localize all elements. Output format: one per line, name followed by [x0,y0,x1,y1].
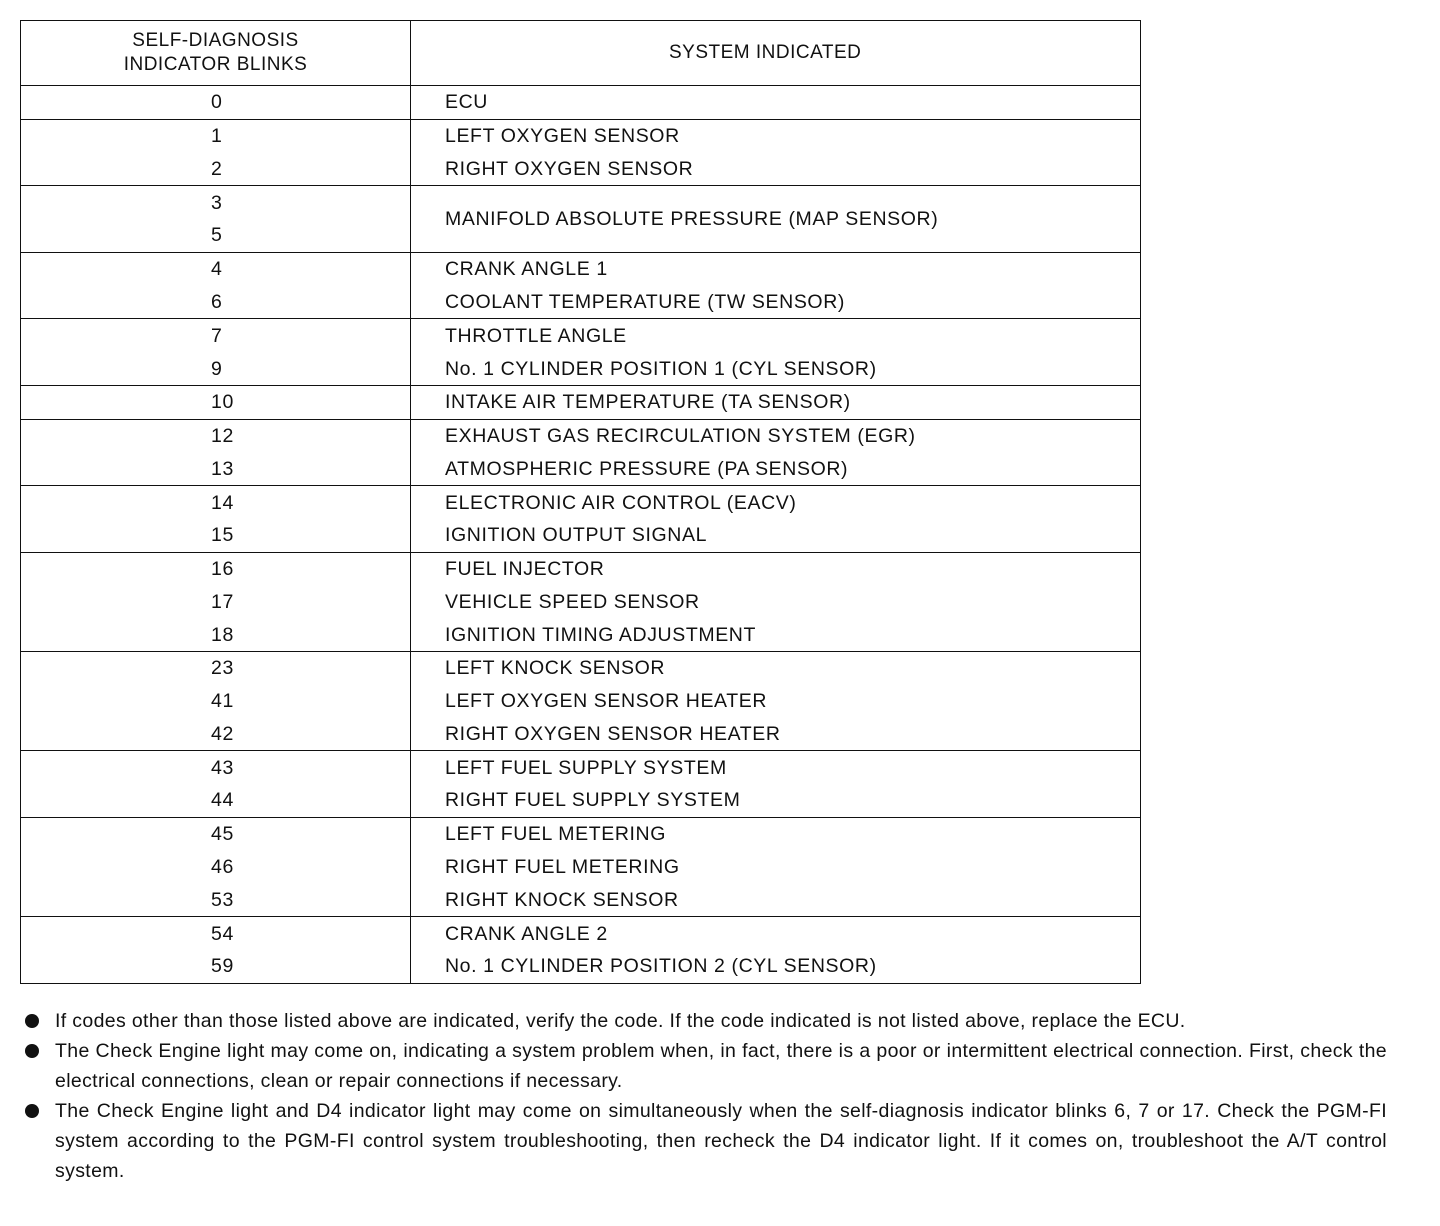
note-text: If codes other than those listed above are indicated, verify the code. If the code indicated is not listed above, replace the ECU. [55,1010,1186,1032]
table-header-row [21,21,1141,86]
system-indicated: THROTTLE ANGLE [445,324,627,347]
blink-code: 0 [21,86,411,120]
diagnosis-code-table [20,20,1141,984]
table-row [21,286,1141,319]
system-indicated: LEFT OXYGEN SENSOR HEATER [445,690,768,713]
table-row [21,950,1141,983]
blink-code: 59 [21,950,411,983]
system-indicated: MANIFOLD ABSOLUTE PRESSURE (MAP SENSOR) [411,186,1141,253]
blink-code: 3 [21,186,411,219]
blink-code: 13 [21,452,411,485]
table-body [21,86,1141,984]
system-indicated: LEFT FUEL METERING [445,823,666,846]
table-row [21,585,1141,618]
header-blinks [21,21,411,86]
blink-code: 12 [21,419,411,452]
system-indicated: FUEL INJECTOR [445,558,605,581]
blink-code: 18 [21,618,411,651]
table-row [21,252,1141,285]
header-blinks-line1: SELF-DIAGNOSIS [132,30,299,51]
system-indicated: IGNITION OUTPUT SIGNAL [411,519,1141,552]
system-indicated: RIGHT KNOCK SENSOR [411,883,1141,916]
system-indicated: VEHICLE SPEED SENSOR [445,590,700,613]
table-row [21,618,1141,651]
blink-code: 2 [21,153,411,186]
table-row [21,153,1141,186]
system-indicated: LEFT OXYGEN SENSOR [445,125,680,148]
system-indicated: No. 1 CYLINDER POSITION 2 (CYL SENSOR) [445,955,877,978]
system-indicated: No. 1 CYLINDER POSITION 1 (CYL SENSOR) [411,352,1141,385]
table-row [21,352,1141,385]
blink-code: 9 [21,352,411,385]
table-row [21,452,1141,485]
table-row [21,86,1141,120]
table-row [21,817,1141,850]
blink-code: 14 [21,486,411,519]
blink-code: 15 [21,519,411,552]
note-item [22,1036,1387,1096]
blink-code: 7 [21,319,411,352]
bullet-dot-icon [25,1014,39,1028]
table-row [21,685,1141,718]
header-blinks-line2: INDICATOR BLINKS [123,54,308,75]
blink-code: 4 [21,252,411,285]
table-row [21,552,1141,585]
note-text: The Check Engine light and D4 indicator light may come on simultaneously when the self-diagnosis indicator blinks 6, 7 or 17. Check the PGM-FI system according to the PGM-FI control system troubleshooting, then recheck the D4 indicator light. If it comes on, troubleshoot the A/T control system. [55,1100,1387,1182]
table-row [21,784,1141,817]
blink-code: 42 [21,718,411,751]
system-indicated: LEFT KNOCK SENSOR [445,657,666,680]
table-row [21,186,1141,219]
table-row [21,652,1141,685]
blink-code: 23 [21,652,411,685]
table-row [21,119,1141,152]
blink-code: 46 [21,851,411,884]
system-indicated: RIGHT FUEL METERING [445,855,680,878]
system-indicated: COOLANT TEMPERATURE (TW SENSOR) [411,286,1141,319]
blink-code: 41 [21,685,411,718]
system-indicated: ELECTRONIC AIR CONTROL (EACV) [445,491,797,514]
system-indicated: IGNITION TIMING ADJUSTMENT [411,618,1141,651]
table-row [21,883,1141,916]
system-indicated: RIGHT FUEL SUPPLY SYSTEM [411,784,1141,817]
blink-code: 44 [21,784,411,817]
bullet-dot-icon [25,1044,39,1058]
header-system-indicated: SYSTEM INDICATED [411,21,1141,86]
blink-code: 17 [21,585,411,618]
bullet-dot-icon [25,1104,39,1118]
note-text: The Check Engine light may come on, indicating a system problem when, in fact, there is a poor or intermittent electrical connection. First, check the electrical connections, clean or repair connections if necessary. [55,1040,1387,1092]
note-item [22,1006,1387,1036]
blink-code: 10 [21,385,411,419]
notes-list [22,1006,1387,1186]
system-indicated: RIGHT OXYGEN SENSOR [411,153,1141,186]
blink-code: 45 [21,817,411,850]
system-indicated: RIGHT OXYGEN SENSOR HEATER [411,718,1141,751]
system-indicated: CRANK ANGLE 2 [445,922,608,945]
blink-code: 1 [21,119,411,152]
system-indicated: INTAKE AIR TEMPERATURE (TA SENSOR) [411,385,1141,419]
table-row [21,718,1141,751]
blink-code: 5 [21,219,411,252]
blink-code: 54 [21,917,411,950]
system-indicated: EXHAUST GAS RECIRCULATION SYSTEM (EGR) [445,425,916,448]
table-row [21,486,1141,519]
table-row [21,419,1141,452]
system-indicated: LEFT FUEL SUPPLY SYSTEM [445,756,727,779]
table-row [21,385,1141,419]
table-row [21,751,1141,784]
table-row [21,519,1141,552]
table-row [21,851,1141,884]
blink-code: 53 [21,883,411,916]
blink-code: 43 [21,751,411,784]
note-item [22,1096,1387,1186]
blink-code: 16 [21,552,411,585]
system-indicated: ECU [411,86,1141,120]
table-row [21,319,1141,352]
blink-code: 6 [21,286,411,319]
system-indicated: ATMOSPHERIC PRESSURE (PA SENSOR) [411,452,1141,485]
table-row [21,917,1141,950]
system-indicated: CRANK ANGLE 1 [445,258,608,281]
